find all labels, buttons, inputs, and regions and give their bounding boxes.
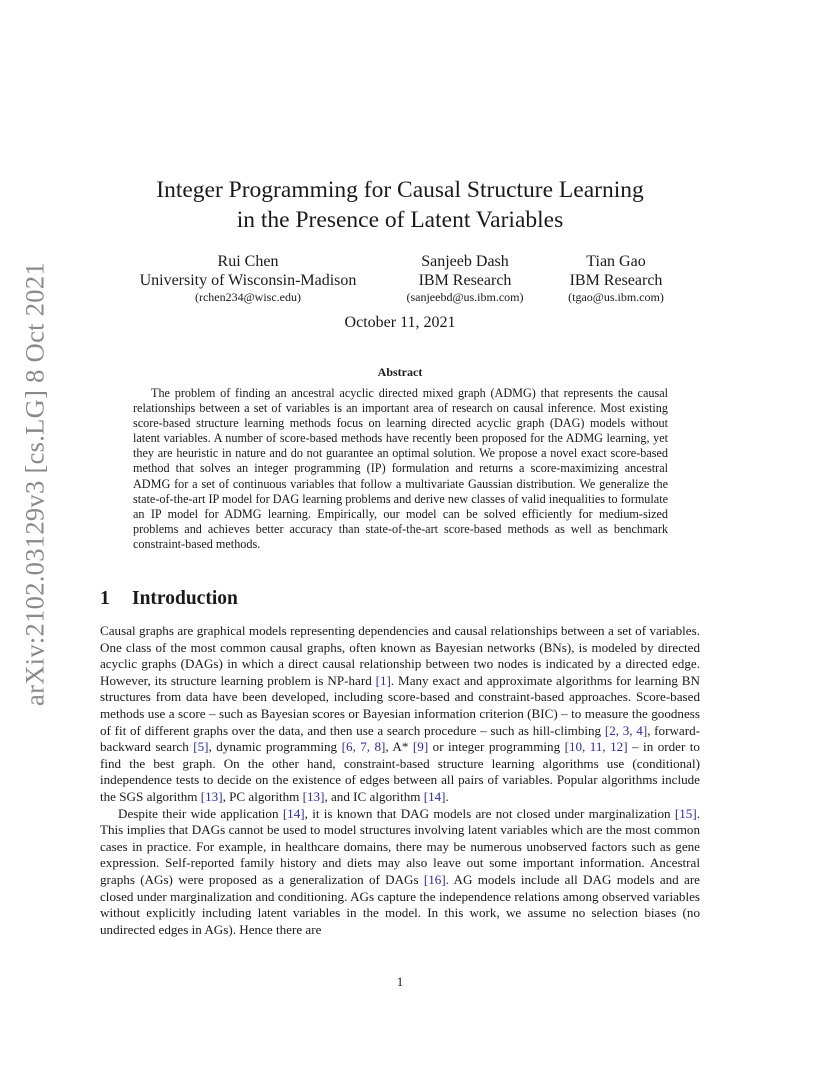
citation-link[interactable]: [15]	[674, 805, 697, 821]
citation-link[interactable]: [14]	[282, 805, 305, 821]
author-block	[550, 252, 682, 305]
author-name: Tian Gao	[586, 253, 646, 270]
paragraph-text: . Many exact and approximate algorithms for learning BN structures from data have been developed, including score-based and constraint-based approaches. Score-based methods use a score – such as Bayesian scores or Bayesian information criterion (BIC) – to measure the goodness of fit of different graphs over the data, and then use a search procedure – such as hill-climbing	[100, 672, 700, 738]
paragraph-text: , and IC algorithm	[324, 788, 424, 804]
citation-link[interactable]: [13]	[302, 788, 325, 804]
author-name: Rui Chen	[217, 253, 279, 270]
date: October 11, 2021	[344, 314, 456, 331]
author-affiliation: University of Wisconsin-Madison	[139, 272, 357, 289]
citation-link[interactable]: [16]	[423, 871, 446, 887]
paragraph-text: , A*	[385, 739, 413, 755]
page-number: 1	[396, 974, 404, 989]
title-line-1: Integer Programming for Causal Structure Learning	[156, 177, 644, 203]
citation-link[interactable]: [10, 11, 12]	[564, 739, 628, 755]
paragraph-text: Despite their wide application	[118, 805, 283, 821]
section-title: Introduction	[132, 588, 238, 609]
paragraph	[100, 623, 700, 806]
author-email: (sanjeebd@us.ibm.com)	[406, 290, 524, 304]
abstract-heading: Abstract	[377, 365, 423, 379]
author-block	[385, 252, 545, 305]
citation-link[interactable]: [9]	[412, 739, 429, 755]
author-email: (rchen234@wisc.edu)	[194, 290, 301, 304]
abstract-text: The problem of finding an ancestral acyclic directed mixed graph (ADMG) that represents the causal relationships between a set of variables is an important area of research on causal inference. Most existing score-based structure learning methods focus on learning directed acyclic graph (DAG) models without latent variables. A number of score-based methods have recently been proposed for the ADMG learning, yet they are heuristic in nature and do not guarantee an optimal solution. We propose a novel exact score-based method that solves an integer programming (IP) formulation and returns a score-maximizing ancestral ADMG for a set of continuous variables that follow a multivariate Gaussian distribution. We generalize the state-of-the-art IP model for DAG learning problems and derive new classes of valid inequalities to formulate an IP model for ADMG learning. Empirically, our model can be solved efficiently for medium-sized problems and achieves better accuracy than state-of-the-art score-based methods as well as benchmark constraint-based methods.	[133, 386, 668, 551]
paper-title	[100, 175, 700, 235]
paragraph-text: . This implies that DAGs cannot be used to model structures involving latent variables which are the most common cases in practice. For example, in healthcare domains, there may be numerous unobserved factors such as gene expression. Self-reported family history and diets may also leave out some important information. Ancestral graphs (AGs) were proposed as a generalization of DAGs	[100, 805, 700, 887]
paragraph-text: Causal graphs are graphical models representing dependencies and causal relationships between a set of variables. One class of the most common causal graphs, often known as Bayesian networks (BNs), is modeled by directed acyclic graphs (DAGs) in which a direct causal relationship between two nodes is indicated by a directed edge. However, its structure learning problem is NP-hard	[100, 623, 700, 688]
citation-link[interactable]: [2, 3, 4]	[604, 722, 648, 738]
paragraph-text: or integer programming	[428, 739, 565, 755]
body-text	[100, 623, 700, 938]
author-name: Sanjeeb Dash	[421, 253, 509, 270]
paragraph-text: , PC algorithm	[222, 788, 303, 804]
paragraph-text: , it is known that DAG models are not closed under marginalization	[304, 805, 675, 821]
citation-link[interactable]: [14]	[423, 788, 446, 804]
paragraph-text: .	[445, 788, 449, 804]
paragraph-text: – in order to find the best graph. On the other hand, constraint-based structure learning algorithms use (conditional) independence tests to decide on the existence of edges between all pairs of variables. Popular algorithms include the SGS algorithm	[100, 739, 700, 804]
author-affiliation: IBM Research	[418, 272, 512, 289]
citation-link[interactable]: [5]	[193, 739, 209, 755]
citation-link[interactable]: [13]	[200, 788, 223, 804]
paragraph-text: , forward-backward search	[100, 722, 700, 755]
arxiv-sidebar	[0, 0, 70, 1072]
title-line-2: in the Presence of Latent Variables	[236, 207, 564, 233]
citation-link[interactable]: [6, 7, 8]	[341, 739, 386, 755]
paragraph	[100, 806, 700, 939]
section-heading	[100, 588, 238, 610]
paragraph-text: , dynamic programming	[208, 739, 342, 755]
arxiv-identifier: arXiv:2102.03129v3 [cs.LG] 8 Oct 2021	[19, 262, 50, 706]
section-number: 1	[100, 588, 110, 609]
abstract	[133, 386, 668, 552]
author-email: (tgao@us.ibm.com)	[568, 290, 664, 304]
author-affiliation: IBM Research	[569, 272, 663, 289]
paragraph-text: . AG models include all DAG models and are closed under marginalization and conditioning. AGs capture the independence relations among observed variables without explicitly including latent variables in the model. In this work, we assume no selection biases (no undirected edges in AGs). Hence there are	[100, 871, 700, 937]
author-block	[128, 252, 368, 305]
citation-link[interactable]: [1]	[375, 672, 391, 688]
